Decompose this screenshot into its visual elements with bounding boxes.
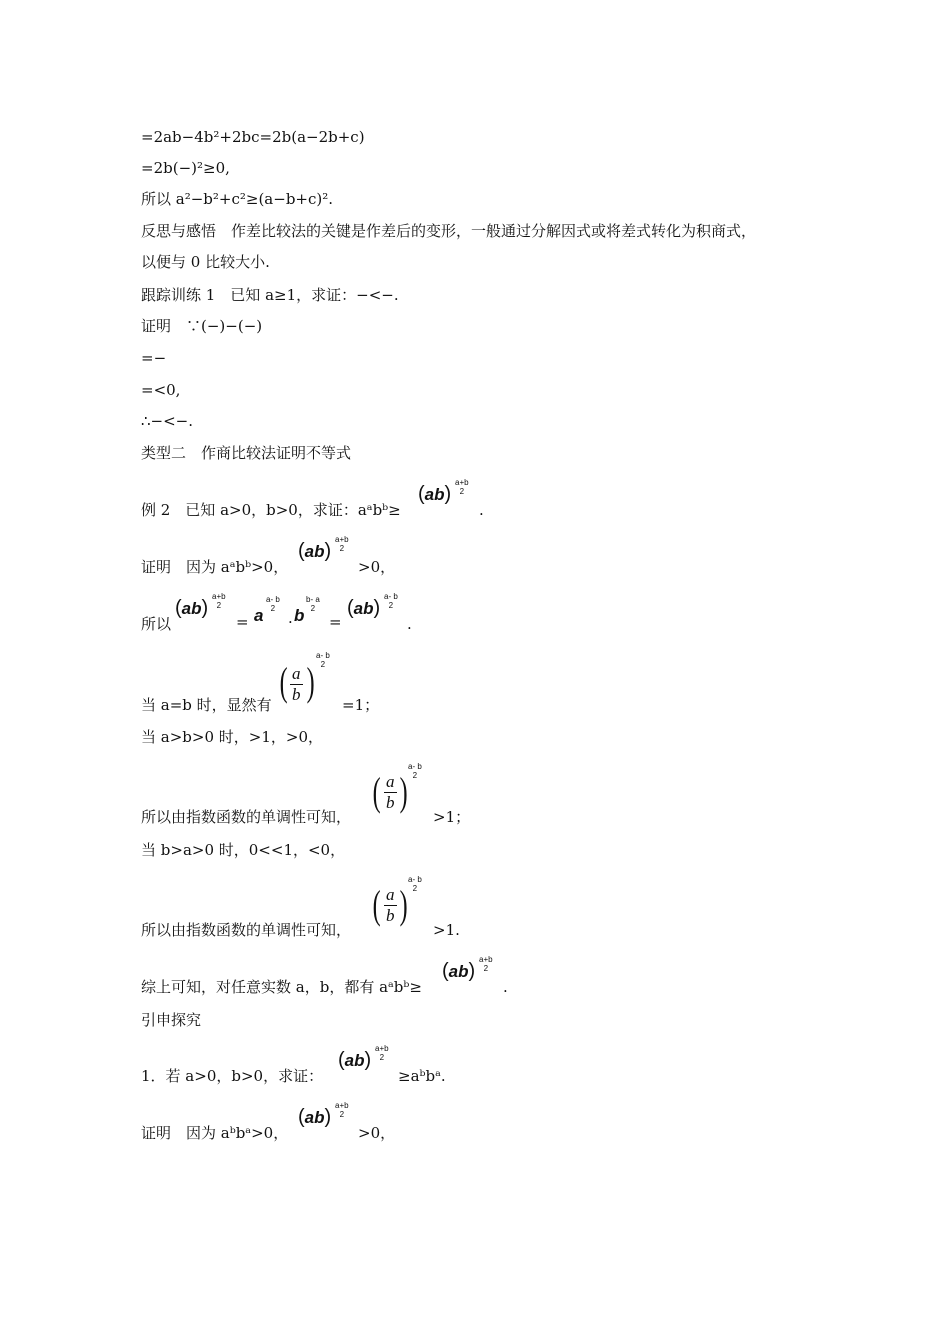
power-ab-base: (ab) [418, 483, 452, 505]
right-paren: ) [399, 882, 408, 927]
exponent-fraction: a- b 2 [408, 762, 422, 780]
exponent-fraction: a- b 2 [384, 592, 398, 610]
exponent-fraction: b- a 2 [306, 595, 320, 613]
text-line: =1； [342, 696, 380, 714]
fraction-a-over-b: $\frac{a}{b}$ [386, 772, 395, 812]
text-line: >0， [358, 558, 396, 576]
power-a-base: a [254, 606, 264, 625]
text-line: 综上可知，对任意实数 a，b，都有 aᵃbᵇ≥ [141, 978, 422, 996]
text-line: >1. [433, 921, 460, 939]
text-line: 跟踪训练 1 已知 a≥1，求证：−<−. [141, 286, 399, 304]
text-line: 所以由指数函数的单调性可知， [141, 808, 352, 826]
left-paren: ( [372, 882, 381, 927]
text-line: · [288, 613, 293, 631]
exponent-fraction: a+b 2 [335, 535, 349, 553]
text-line: 所以由指数函数的单调性可知， [141, 921, 352, 939]
text-line: . [407, 615, 412, 633]
text-line: 证明 因为 aᵇbᵃ>0， [141, 1124, 289, 1142]
text-line: 证明 因为 aᵃbᵇ>0， [141, 558, 289, 576]
exponent-fraction: a+b 2 [455, 478, 469, 496]
exponent-fraction: a+b 2 [212, 592, 226, 610]
exponent-fraction: a+b 2 [375, 1044, 389, 1062]
text-line: . [479, 501, 484, 519]
text-line: =2b(−)²≥0, [141, 159, 230, 177]
power-ab-base: (ab) [298, 540, 332, 562]
text-line: ≥aᵇbᵃ. [398, 1067, 446, 1085]
text-line: 当 b>a>0 时，0<<1，<0， [141, 841, 346, 859]
left-paren: ( [372, 769, 381, 814]
text-line: 反思与感悟 作差比较法的关键是作差后的变形，一般通过分解因式或将差式转化为积商式， [141, 222, 757, 240]
exponent-fraction: a+b 2 [335, 1101, 349, 1119]
exponent-fraction: a- b 2 [316, 651, 330, 669]
text-line: = [329, 613, 342, 631]
text-line: =<0, [141, 381, 181, 399]
text-line: 以便与 0 比较大小. [141, 253, 270, 271]
text-line: 证明 ∵(−)−(−) [141, 317, 263, 335]
text-line: 所以 [141, 615, 172, 633]
text-line: >0， [358, 1124, 396, 1142]
text-line: =2ab−4b²+2bc=2b(a−2b+c) [141, 128, 365, 146]
text-line: =− [141, 349, 167, 367]
text-line: 当 a=b 时，显然有 [141, 696, 272, 714]
text-line: 当 a>b>0 时，>1，>0， [141, 728, 323, 746]
text-line: ∴−<−. [141, 412, 194, 430]
exponent-fraction: a- b 2 [408, 875, 422, 893]
power-ab-base: (ab) [338, 1049, 372, 1071]
power-ab-base: (ab) [175, 597, 209, 619]
text-line: = [236, 613, 249, 631]
power-ab-base: (ab) [347, 597, 381, 619]
fraction-a-over-b: $\frac{a}{b}$ [386, 885, 395, 925]
text-line: 1．若 a>0，b>0，求证： [141, 1067, 324, 1085]
exponent-fraction: a- b 2 [266, 595, 280, 613]
right-paren: ) [306, 659, 315, 704]
text-line: . [503, 978, 508, 996]
exponent-fraction: a+b 2 [479, 955, 493, 973]
fraction-a-over-b: $\frac{a}{b}$ [292, 664, 301, 704]
power-ab-base: (ab) [298, 1106, 332, 1128]
section-heading: 类型二 作商比较法证明不等式 [141, 444, 352, 462]
power-b-base: b [294, 606, 305, 625]
text-line: >1； [433, 808, 471, 826]
left-paren: ( [279, 659, 288, 704]
power-ab-base: (ab) [442, 960, 476, 982]
right-paren: ) [399, 769, 408, 814]
section-heading: 引申探究 [141, 1011, 202, 1029]
text-line: 例 2 已知 a>0，b>0，求证：aᵃbᵇ≥ [141, 501, 401, 519]
text-line: 所以 a²−b²+c²≥(a−b+c)². [141, 190, 334, 208]
